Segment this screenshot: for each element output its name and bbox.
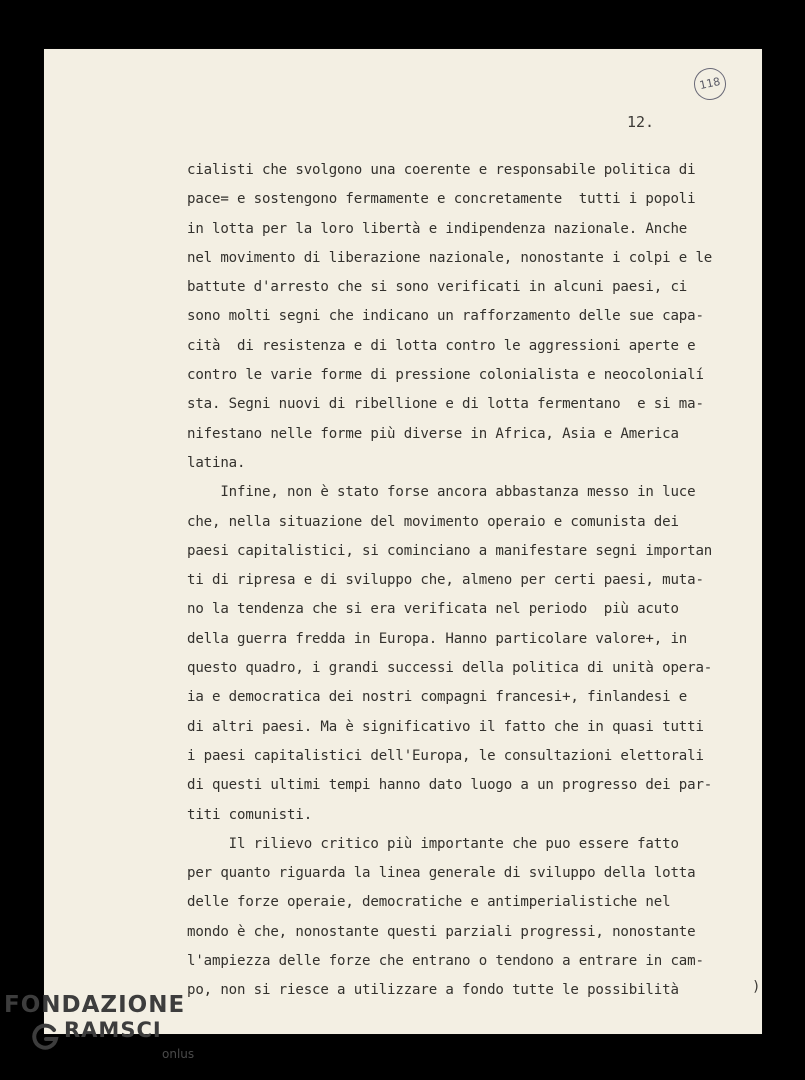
text-line: di altri paesi. Ma è significativo il fatto che in quasi tutti [187, 718, 704, 735]
text-line: no la tendenza che si era verificata nel periodo più acuto [187, 601, 679, 618]
text-line: che, nella situazione del movimento operaio e comunista dei [187, 513, 679, 530]
text-line: mondo è che, nonostante questi parziali progressi, nonostante [187, 923, 696, 940]
text-line: Infine, non è stato forse ancora abbastanza messo in luce [187, 484, 696, 501]
text-line: ia e democratica dei nostri compagni francesi+, finlandesi e [187, 689, 688, 706]
text-line: sono molti segni che indicano un rafforzamento delle sue capa- [187, 308, 704, 325]
archive-stamp: 118 [691, 65, 729, 103]
text-line: i paesi capitalistici dell'Europa, le consultazioni elettorali [187, 747, 704, 764]
text-line: sta. Segni nuovi di ribellione e di lotta fermentano e si ma- [187, 396, 704, 413]
text-line: l'ampiezza delle forze che entrano o tendono a entrare in cam- [187, 953, 704, 970]
text-line: pace= e sostengono fermamente e concretamente tutti i popoli [187, 191, 696, 208]
logo-line-gramsci: RAMSCI [64, 1018, 162, 1042]
text-line: contro le varie forme di pressione colonialista e neocolonialí [187, 367, 704, 384]
text-line: ti di ripresa e di sviluppo che, almeno per certi paesi, muta- [187, 572, 704, 589]
logo-line-fondazione: FONDAZIONE [4, 992, 186, 1018]
text-line: di questi ultimi tempi hanno dato luogo a un progresso dei par- [187, 777, 713, 794]
text-line: delle forze operaie, democratiche e antimperialistiche nel [187, 894, 671, 911]
logo-g-icon [30, 1022, 60, 1052]
page-number: 12. [627, 113, 655, 131]
text-line: nel movimento di liberazione nazionale, nonostante i colpi e le [187, 249, 713, 266]
fondazione-gramsci-logo [4, 992, 204, 1072]
text-line: questo quadro, i grandi successi della politica di unità opera- [187, 660, 713, 677]
text-line: cialisti che svolgono una coerente e responsabile politica di [187, 162, 696, 178]
document-page [44, 49, 762, 1034]
text-line: titi comunisti. [187, 806, 313, 823]
text-line: battute d'arresto che si sono verificati in alcuni paesi, ci [187, 279, 688, 296]
text-line: in lotta per la loro libertà e indipendenza nazionale. Anche [187, 220, 688, 237]
text-line: nifestano nelle forme più diverse in Africa, Asia e America [187, 425, 679, 442]
text-line: della guerra fredda in Europa. Hanno particolare valore+, in [187, 630, 688, 647]
text-line: paesi capitalistici, si cominciano a manifestare segni importan [187, 542, 713, 559]
text-line: cità di resistenza e di lotta contro le aggressioni aperte e [187, 337, 696, 354]
text-line: per quanto riguarda la linea generale di sviluppo della lotta [187, 865, 696, 882]
text-line: Il rilievo critico più importante che puo essere fatto [187, 835, 679, 852]
text-line: po, non si riesce a utilizzare a fondo tutte le possibilità [187, 982, 679, 999]
logo-line-onlus: onlus [162, 1047, 195, 1061]
margin-mark: ) [752, 979, 761, 995]
text-line: latina. [187, 454, 246, 471]
typewritten-text [187, 156, 767, 1006]
